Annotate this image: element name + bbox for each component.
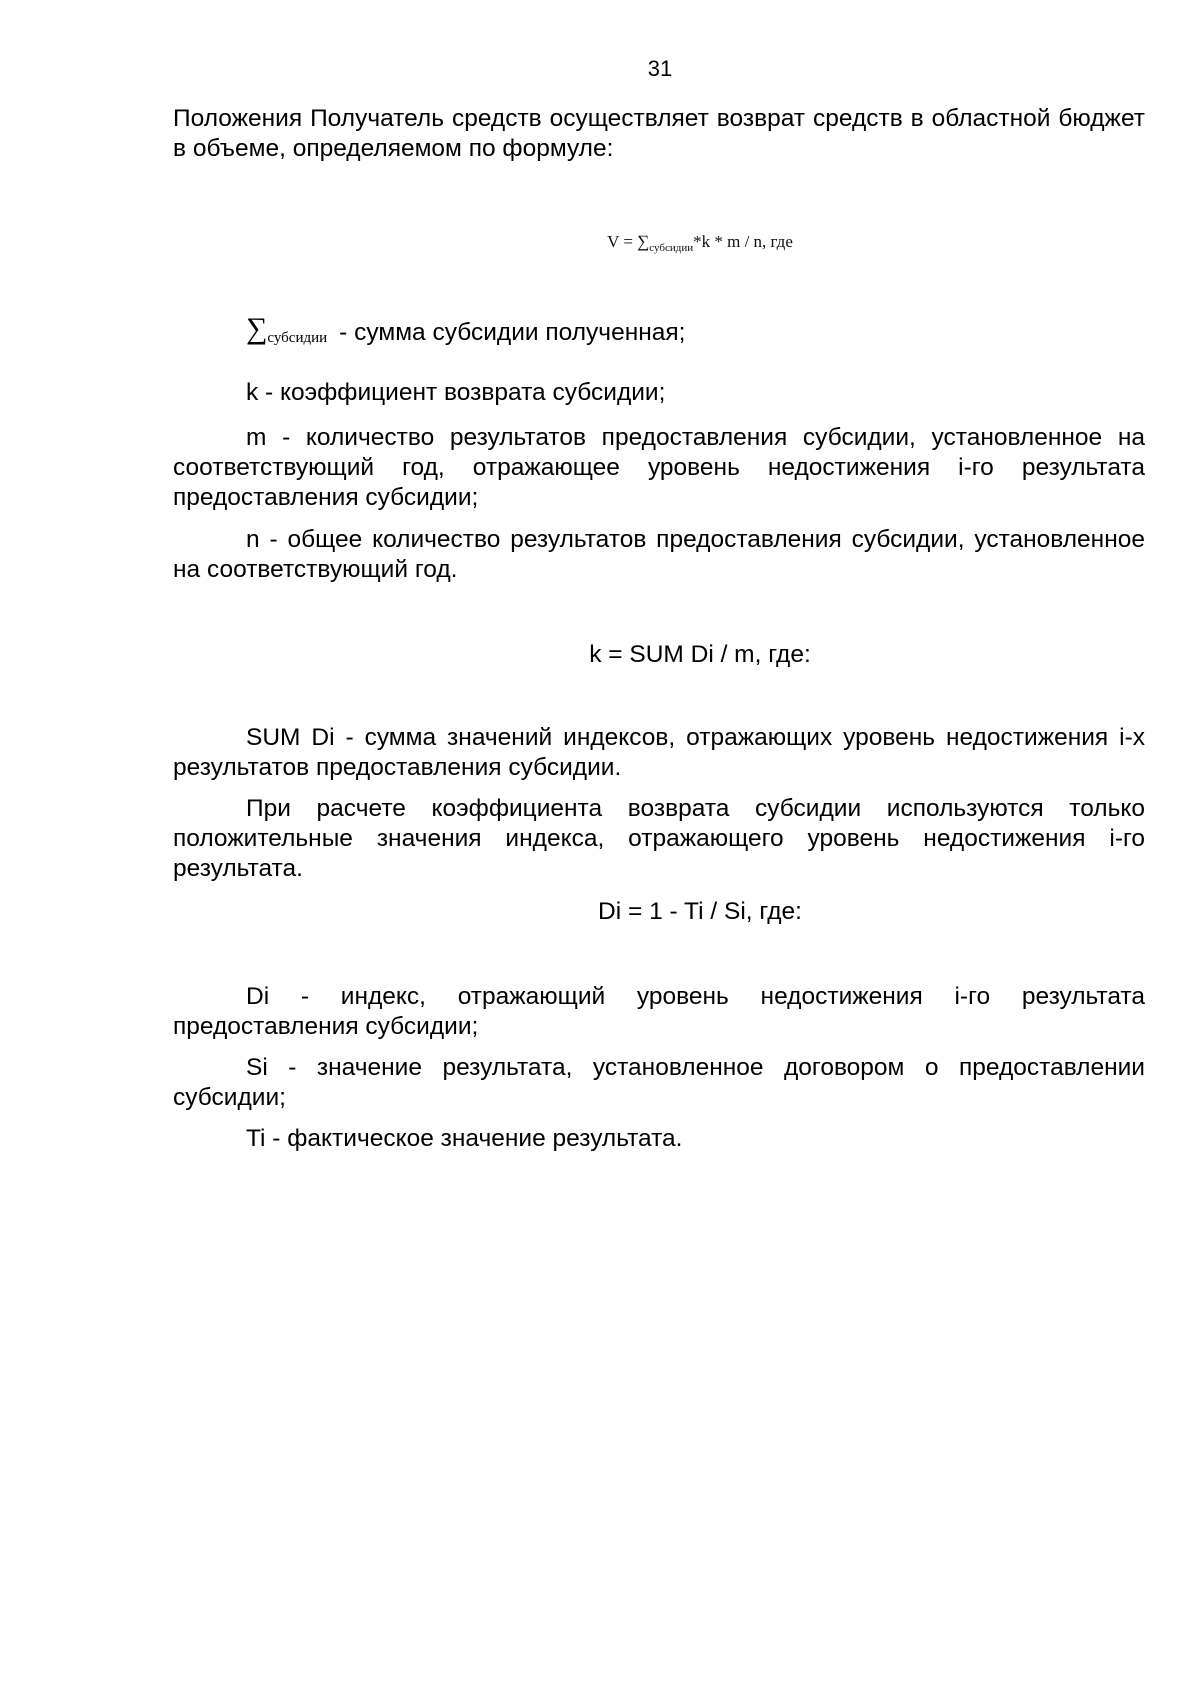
sigma-definition-text: - сумма субсидии полученная;	[339, 319, 686, 346]
m-definition: m - количество результатов предоставления субсидии, установленное на соответствующий год, отражающее уровень недостижения i-го результата предоставления субсидии;	[173, 424, 1145, 511]
ti-definition: Ti - фактическое значение результата.	[246, 1125, 683, 1152]
formula-v-right: *k * m / n, где	[693, 232, 793, 251]
page-number: 31	[647, 56, 673, 81]
calculation-note: При расчете коэффициента возврата субсидии используются только положительные значения индекса, отражающего уровень недостижения i-го результата.	[173, 795, 1145, 882]
sigma-subscript: субсидии	[267, 330, 328, 346]
sigma-definition	[246, 314, 685, 353]
formula-d: Di = 1 - Ti / Si, где:	[598, 898, 802, 925]
k-definition: k - коэффициент возврата субсидии;	[246, 379, 666, 406]
formula-v-subscript: субсидии	[649, 242, 694, 254]
sigma-symbol: ∑	[246, 312, 268, 345]
n-definition: n - общее количество результатов предоставления субсидии, установленное на соответствующий год.	[173, 526, 1145, 583]
si-definition: Si - значение результата, установленное договором о предоставлении субсидии;	[173, 1054, 1145, 1111]
di-definition: Di - индекс, отражающий уровень недостижения i-го результата предоставления субсидии;	[173, 983, 1145, 1040]
intro-paragraph: Положения Получатель средств осуществляет возврат средств в областной бюджет в объеме, определяемом по формуле:	[173, 105, 1145, 162]
formula-v-left: V =	[607, 232, 638, 251]
formula-k: k = SUM Di / m, где:	[589, 641, 811, 668]
formula-v	[100, 231, 1200, 259]
sum-di-definition: SUM Di - сумма значений индексов, отражающих уровень недостижения i-х результатов предоставления субсидии.	[173, 724, 1145, 781]
sigma-symbol: ∑	[637, 232, 650, 251]
